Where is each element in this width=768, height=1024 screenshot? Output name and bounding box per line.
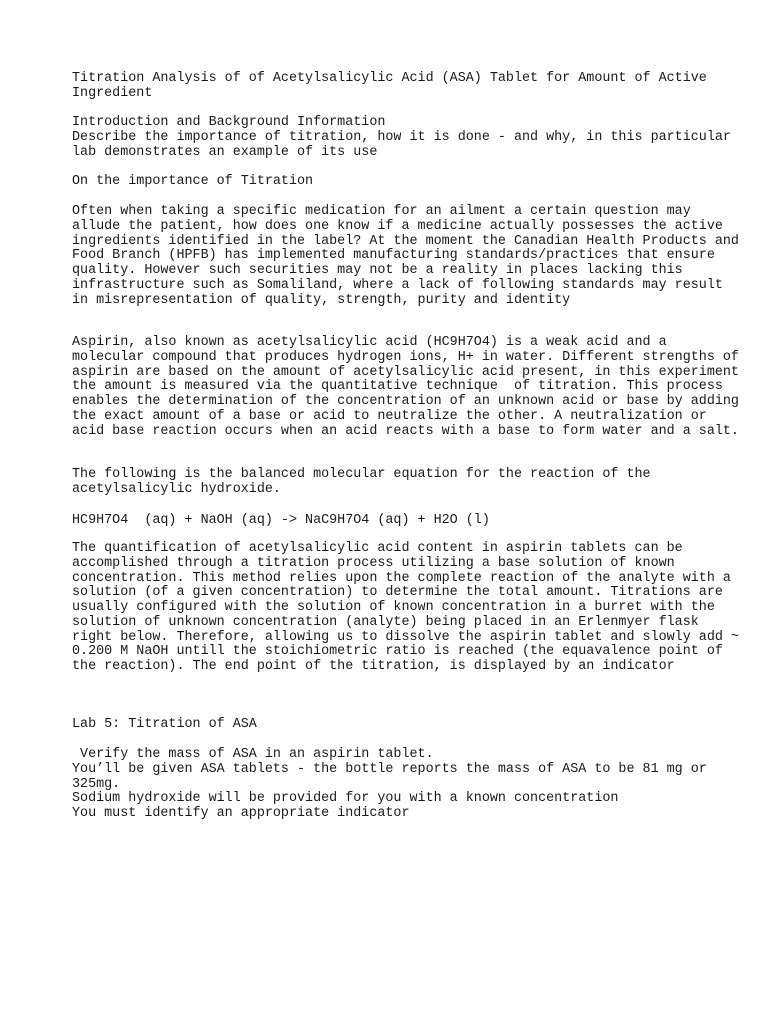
intro-heading: Introduction and Background Information Describe the importance of titration, how it is done - and why, in this particular lab demonstrates an example of its use [72, 115, 731, 160]
lab-instructions: Verify the mass of ASA in an aspirin tablet. You’ll be given ASA tablets - the bottle reports the mass of ASA to be 81 mg or 325mg. Sodium hydroxide will be provided for you with a known concentration You must identify an appropriate indicator [72, 747, 707, 821]
paragraph-equation-intro: The following is the balanced molecular equation for the reaction of the acetylsalicylic hydroxide. [72, 467, 651, 497]
paragraph-medication: Often when taking a specific medication for an ailment a certain question may allude the patient, how does one know if a medicine actually possesses the active ingredients identified in the label? At the moment the Canadian Health Products and Food Branch (HPFB) has implemented manufacturing standards/practices that ensure quality. However such securities may not be a reality in places lacking this infrastructure such as Somaliland, where a lack of following standards may result in misrepresentation of quality, strength, purity and identity [72, 204, 739, 308]
document-title: Titration Analysis of of Acetylsalicylic Acid (ASA) Tablet for Amount of Active Ingredient [72, 71, 707, 101]
paragraph-quantification: The quantification of acetylsalicylic acid content in aspirin tablets can be accomplished through a titration process utilizing a base solution of known concentration. This method relies upon the complete reaction of the analyte with a solution (of a given concentration) to determine the total amount. Titrations are usually configured with the solution of known concentration in a burret with the solution of unknown concentration (analyte) being placed in an Erlenmyer flask right below. Therefore, allowing us to dissolve the aspirin tablet and slowly add ~ 0.200 M NaOH untill the stoichiometric ratio is reached (the equavalence point of the reaction). The end point of the titration, is displayed by an indicator [72, 541, 739, 674]
paragraph-aspirin: Aspirin, also known as acetylsalicylic acid (HC9H7O4) is a weak acid and a molecular compound that produces hydrogen ions, H+ in water. Different strengths of aspirin are based on the amount of acetylsalicylic acid present, in this experiment the amount is measured via the quantitative technique of titration. This process enables the determination of the concentration of an unknown acid or base by adding the exact amount of a base or acid to neutralize the other. A neutralization or acid base reaction occurs when an acid reacts with a base to form water and a salt. [72, 335, 739, 439]
chemical-equation: HC9H7O4 (aq) + NaOH (aq) -> NaC9H7O4 (aq) + H2O (l) [72, 513, 490, 528]
lab-heading: Lab 5: Titration of ASA [72, 717, 257, 732]
importance-heading: On the importance of Titration [72, 174, 314, 189]
